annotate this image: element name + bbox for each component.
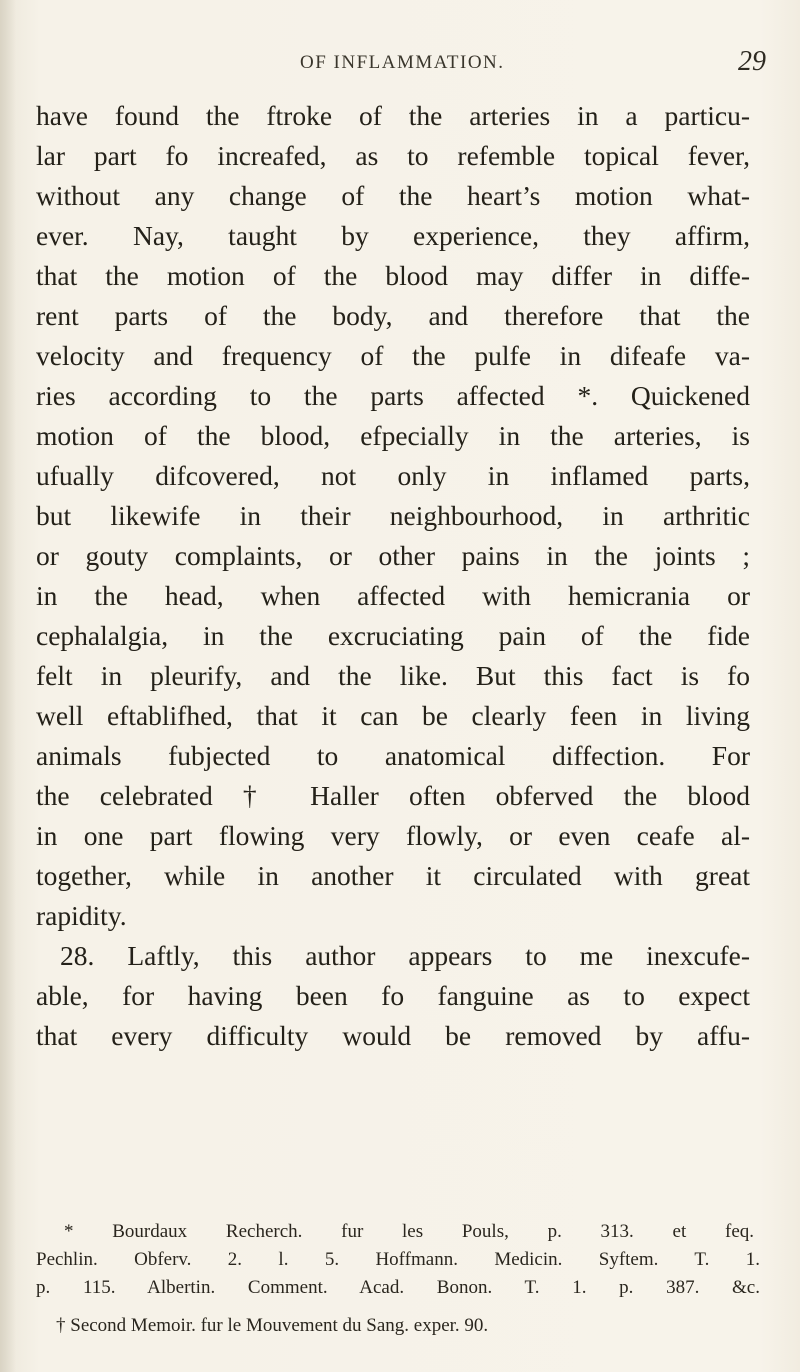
text-line: without any change of the heart’s motion what- bbox=[36, 180, 750, 211]
text-line: lar part fo increafed, as to refemble topical fever, bbox=[36, 140, 750, 171]
text-line: velocity and frequency of the pulfe in difeafe va- bbox=[36, 340, 750, 371]
text-line: cephalalgia, in the excruciating pain of the fide bbox=[36, 620, 750, 651]
text-line: rent parts of the body, and therefore that the bbox=[36, 300, 750, 331]
text-line: well eftablifhed, that it can be clearly feen in living bbox=[36, 700, 750, 731]
text-line: together, while in another it circulated with great bbox=[36, 860, 750, 891]
text-line: animals fubjected to anatomical diffection. For bbox=[36, 740, 750, 771]
page-gutter-shadow bbox=[0, 0, 16, 1372]
footnote-line: † Second Memoir. fur le Mouvement du Sang. exper. 90. bbox=[56, 1315, 489, 1336]
text-line: motion of the blood, efpecially in the arteries, is bbox=[36, 420, 750, 451]
text-line: able, for having been fo fanguine as to expect bbox=[36, 980, 750, 1011]
text-line: ufually difcovered, not only in inflamed parts, bbox=[36, 460, 750, 491]
paragraph-start-line: 28. Laftly, this author appears to me inexcufe- bbox=[60, 940, 750, 971]
page-number: 29 bbox=[738, 46, 766, 77]
text-line: or gouty complaints, or other pains in the joints ; bbox=[36, 540, 750, 571]
text-line: in one part flowing very flowly, or even ceafe al- bbox=[36, 820, 750, 851]
text-line: have found the ftroke of the arteries in a particu- bbox=[36, 100, 750, 131]
text-line: ries according to the parts affected *. Quickened bbox=[36, 380, 750, 411]
text-line: that the motion of the blood may differ in diffe- bbox=[36, 260, 750, 291]
text-line: felt in pleurify, and the like. But this fact is fo bbox=[36, 660, 750, 691]
text-line: but likewife in their neighbourhood, in arthritic bbox=[36, 500, 750, 531]
text-line: rapidity. bbox=[36, 900, 127, 931]
text-line: in the head, when affected with hemicrania or bbox=[36, 580, 750, 611]
running-head: OF INFLAMMATION. bbox=[300, 52, 505, 73]
page-header bbox=[0, 46, 800, 84]
text-line: the celebrated † Haller often obferved the blood bbox=[36, 780, 750, 811]
footnote-line: * Bourdaux Recherch. fur les Pouls, p. 313. et feq. bbox=[64, 1221, 754, 1242]
text-line: ever. Nay, taught by experience, they affirm, bbox=[36, 220, 750, 251]
text-line: that every difficulty would be removed by affu- bbox=[36, 1020, 750, 1051]
footnote-line: p. 115. Albertin. Comment. Acad. Bonon. T. 1. p. 387. &c. bbox=[36, 1277, 760, 1298]
footnote-line: Pechlin. Obferv. 2. l. 5. Hoffmann. Medicin. Syftem. T. 1. bbox=[36, 1249, 760, 1270]
